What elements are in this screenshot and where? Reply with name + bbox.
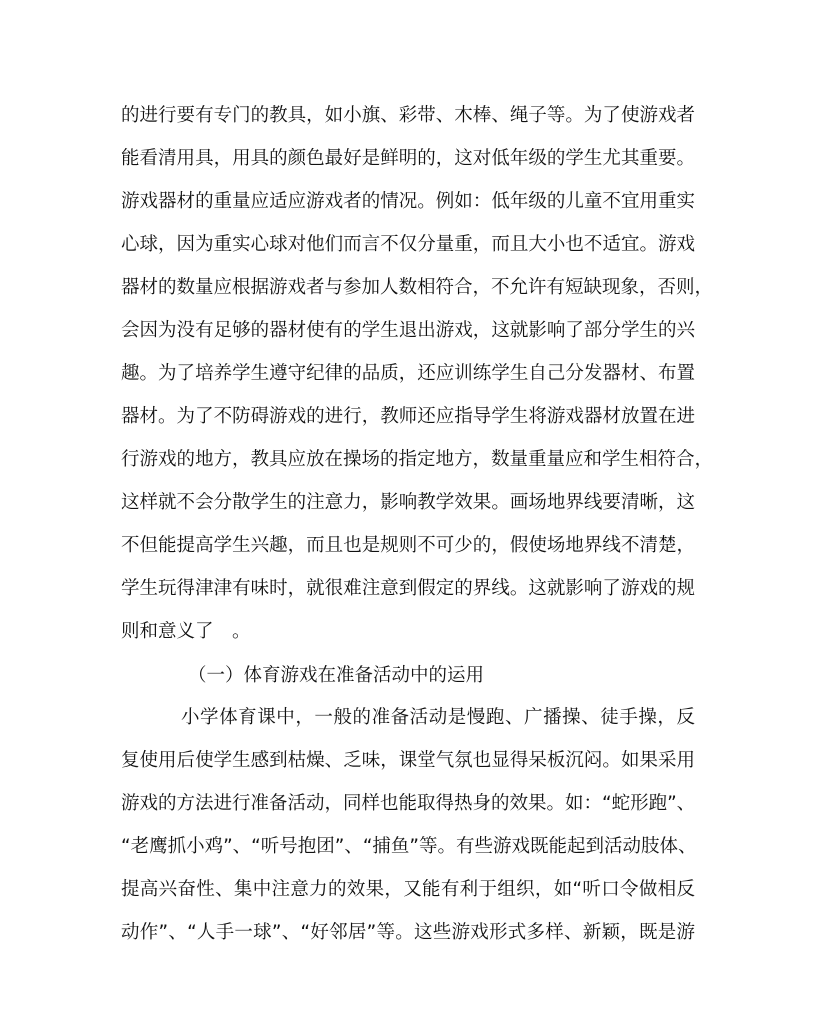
text-line: 的进行要有专门的教具，如小旗、彩带、木棒、绳子等。为了使游戏者 xyxy=(121,105,695,126)
text-line: 提高兴奋性、集中注意力的效果，又能有利于组织，如“听口令做相反 xyxy=(121,879,695,900)
text-line: 心球，因为重实心球对他们而言不仅分量重，而且大小也不适宜。游戏 xyxy=(121,234,695,255)
text-line: 小学体育课中，一般的准备活动是慢跑、广播操、徒手操，反 xyxy=(181,707,695,728)
text-line: 行游戏的地方，教具应放在操场的指定地方，数量重量应和学生相符合， xyxy=(121,449,714,470)
text-line: 这样就不会分散学生的注意力，影响教学效果。画场地界线要清晰，这 xyxy=(121,492,695,513)
text-line: 器材的数量应根据游戏者与参加人数相符合，不允许有短缺现象，否则， xyxy=(121,277,714,298)
text-line: 游戏的方法进行准备活动，同样也能取得热身的效果。如：“蛇形跑”、 xyxy=(121,793,696,814)
text-line: 游戏器材的重量应适应游戏者的情况。例如：低年级的儿童不宜用重实 xyxy=(121,191,695,212)
text-line: 趣。为了培养学生遵守纪律的品质，还应训练学生自己分发器材、布置 xyxy=(121,363,695,384)
text-line: 则和意义了 。 xyxy=(121,621,251,642)
text-line: 会因为没有足够的器材使有的学生退出游戏，这就影响了部分学生的兴 xyxy=(121,320,695,341)
text-line: 能看清用具，用具的颜色最好是鲜明的，这对低年级的学生尤其重要。 xyxy=(121,148,695,169)
text-line: 复使用后使学生感到枯燥、乏味，课堂气氛也显得呆板沉闷。如果采用 xyxy=(121,750,695,771)
section-heading: （一）体育游戏在准备活动中的运用 xyxy=(188,665,485,686)
text-line: 不但能提高学生兴趣，而且也是规则不可少的，假使场地界线不清楚， xyxy=(121,535,695,556)
text-line: 器材。为了不防碍游戏的进行，教师还应指导学生将游戏器材放置在进 xyxy=(121,406,695,427)
text-line: 动作”、“人手一球”、“好邻居”等。这些游戏形式多样、新颖，既是游 xyxy=(121,922,695,943)
text-line: 学生玩得津津有味时，就很难注意到假定的界线。这就影响了游戏的规 xyxy=(121,578,695,599)
text-line: “老鹰抓小鸡”、“听号抱团”、“捕鱼”等。有些游戏既能起到活动肢体、 xyxy=(121,836,697,857)
